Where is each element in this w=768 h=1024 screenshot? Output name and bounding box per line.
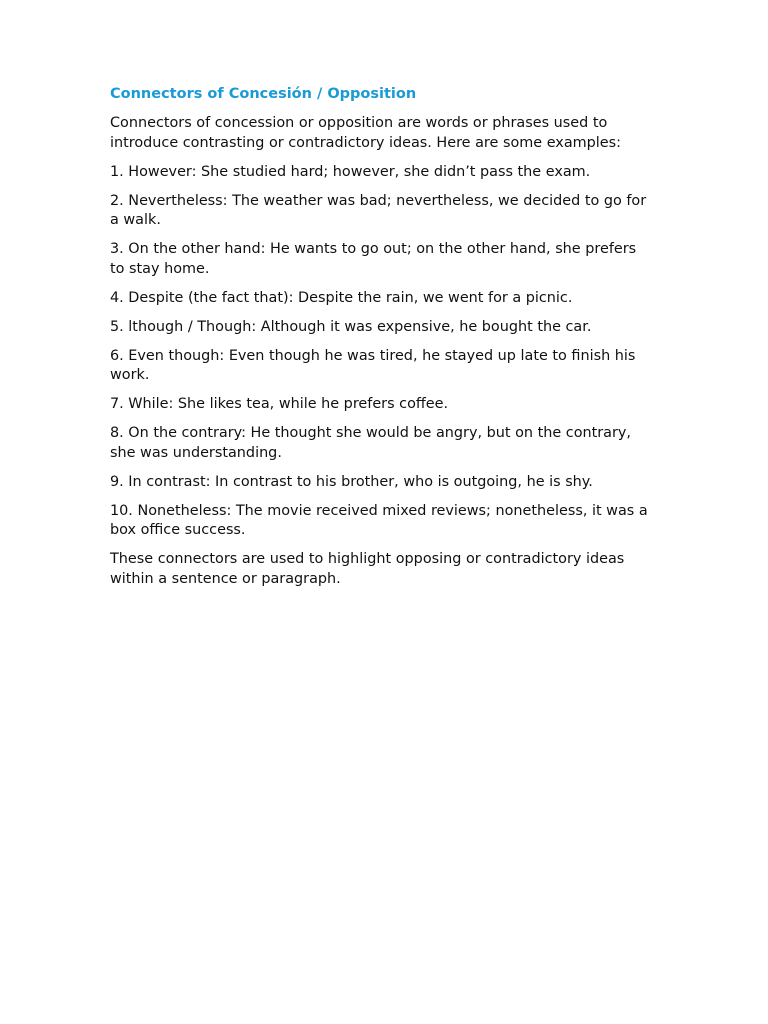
- intro-paragraph: Connectors of concession or opposition are words or phrases used to introduce contrasting or contradictory ideas. Here are some examples:: [110, 115, 621, 151]
- list-item: 5. lthough / Though: Although it was expensive, he bought the car.: [110, 318, 592, 335]
- list-item: 8. On the contrary: He thought she would be angry, but on the contrary, she was understanding.: [110, 425, 631, 461]
- list-item: 3. On the other hand: He wants to go out; on the other hand, she prefers to stay home.: [110, 241, 637, 277]
- list-item: 7. While: She likes tea, while he prefers coffee.: [110, 396, 449, 412]
- list-item: 1. However: She studied hard; however, she didn’t pass the exam.: [110, 163, 591, 180]
- document-page: [110, 84, 655, 599]
- list-item: 9. In contrast: In contrast to his brother, who is outgoing, he is shy.: [110, 473, 593, 490]
- list-item: 4. Despite (the fact that): Despite the rain, we went for a picnic.: [110, 289, 573, 306]
- conclusion-paragraph: These connectors are used to highlight opposing or contradictory ideas within a sentence or paragraph.: [110, 551, 625, 587]
- list-item: 2. Nevertheless: The weather was bad; nevertheless, we decided to go for a walk.: [110, 192, 647, 228]
- document-title: Connectors of Concesión / Opposition: [110, 86, 417, 102]
- list-item: 10. Nonetheless: The movie received mixed reviews; nonetheless, it was a box office success.: [110, 502, 648, 538]
- list-item: 6. Even though: Even though he was tired, he stayed up late to finish his work.: [110, 347, 636, 383]
